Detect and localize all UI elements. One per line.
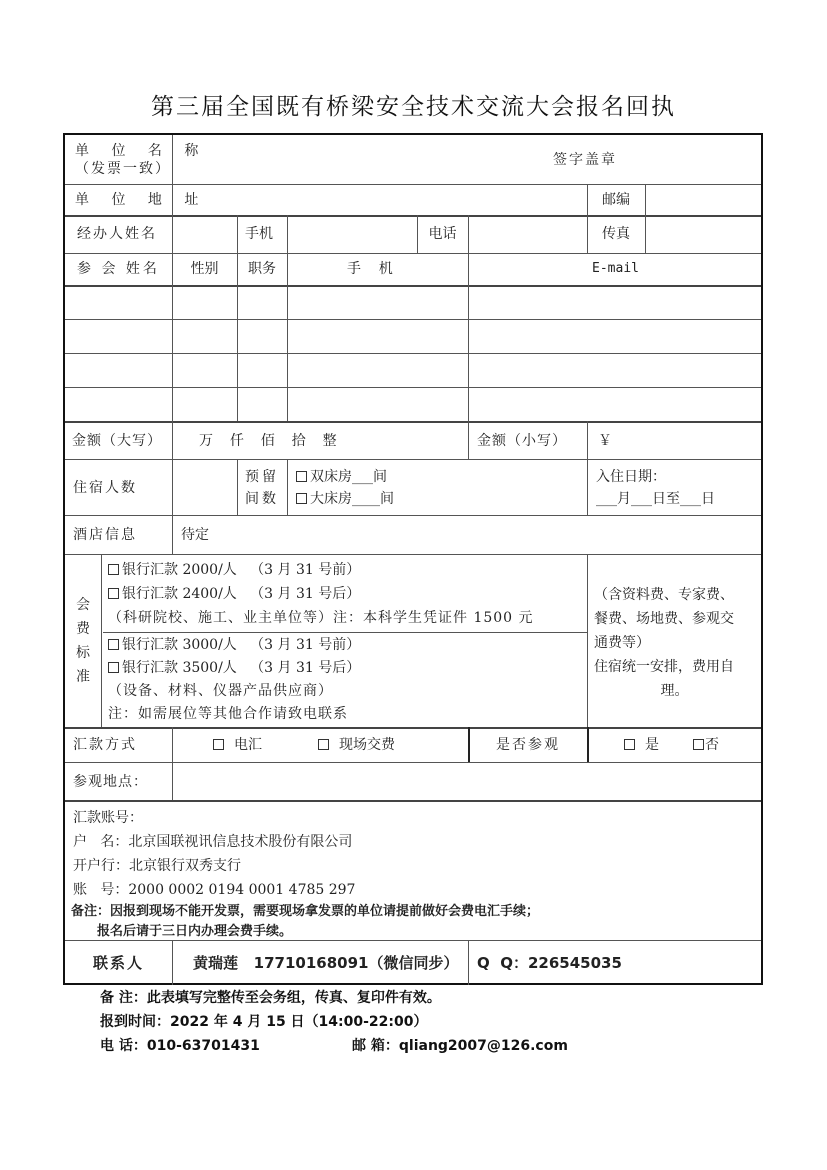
position-header: 职务 (248, 261, 276, 277)
contact-qq: Q Q：226545035 (477, 954, 622, 972)
participant-2-gender[interactable] (173, 320, 237, 353)
fee-note-line: 餐费、场地费、参观交 (594, 611, 734, 627)
room-type-options (288, 460, 587, 515)
amount-lower-field[interactable]: ￥ (598, 432, 612, 449)
page-title: 第三届全国既有桥梁安全技术交流大会报名回执 (151, 94, 676, 120)
handler-name-label: 经办人姓名 (77, 226, 157, 242)
fee-includes-note (588, 555, 763, 727)
reserved-rooms-label-line2: 间数 (245, 490, 279, 507)
address-field[interactable] (173, 184, 587, 215)
payment-remark-line1: 备注：因报到现场不能开发票，需要现场拿发票的单位请提前做好会费电汇手续； (71, 903, 540, 919)
visit-place-field[interactable] (173, 763, 763, 800)
payment-method-options (173, 728, 468, 762)
fee-group-suppliers (102, 633, 587, 727)
participant-4-mobile[interactable] (288, 388, 468, 421)
participant-2-name[interactable] (65, 320, 172, 353)
checkbox-icon[interactable] (108, 588, 119, 599)
checkbox-icon[interactable] (108, 662, 119, 673)
visit-place-label: 参观地点： (73, 773, 148, 790)
fee-note-line: 理。 (660, 683, 689, 699)
fee-label-char: 费 (76, 621, 90, 637)
address-label: 单 位 地 址 (75, 191, 208, 208)
participant-mobile-header: 手 机 (347, 261, 393, 277)
postcode-field[interactable] (646, 184, 763, 215)
fee-option-label: 银行汇款 2400/人 （3 月 31 号后） (122, 585, 361, 602)
contact-person-value: 黄瑞莲 17710168091（微信同步） (193, 954, 459, 972)
fee-option-2000[interactable] (108, 558, 360, 582)
participant-name-header: 参 会 姓名 (77, 261, 160, 277)
participant-1-mobile[interactable] (288, 286, 468, 319)
payment-remark (65, 903, 763, 940)
participant-3-position[interactable] (238, 354, 287, 387)
email-header: E-mail (592, 261, 639, 276)
account-title: 汇款账号： (73, 809, 143, 826)
amount-upper-field[interactable]: 万 仟 佰 拾 整 (199, 432, 337, 449)
checkbox-icon[interactable] (624, 739, 635, 750)
visit-yes-option[interactable] (624, 736, 659, 754)
participant-4-name[interactable] (65, 388, 172, 421)
participant-3-name[interactable] (65, 354, 172, 387)
participant-1-position[interactable] (238, 286, 287, 319)
unit-name-label-line1: 单 位 名 称 (75, 142, 208, 159)
lodging-count-field[interactable] (173, 460, 237, 515)
participant-1-gender[interactable] (173, 286, 237, 319)
footer-email: 邮 箱：qliang2007@126.com (352, 1038, 568, 1054)
payment-method-label: 汇款方式 (73, 737, 137, 753)
payment-onsite-label: 现场交费 (339, 737, 395, 753)
fee-label-char: 会 (76, 597, 90, 613)
payment-remark-line2: 报名后请于三日内办理会费手续。 (97, 923, 293, 939)
signature-stamp-label: 签字盖章 (553, 151, 617, 168)
participant-4-position[interactable] (238, 388, 287, 421)
participant-4-email[interactable] (469, 388, 763, 421)
participant-1-name[interactable] (65, 286, 172, 319)
fee-label-char: 准 (76, 669, 90, 685)
hotel-info-label: 酒店信息 (73, 527, 137, 543)
fee-group-institutions (102, 555, 587, 632)
participant-3-mobile[interactable] (288, 354, 468, 387)
mobile-field[interactable] (288, 215, 417, 253)
checkin-date-blanks: ___月___日至___日 (596, 490, 715, 507)
phone-label: 电话 (428, 226, 457, 242)
reserved-rooms-label-line1: 预留 (245, 468, 279, 485)
fee-cooperation-note: 注：如需展位等其他合作请致电联系 (108, 706, 348, 722)
visit-yes-label: 是 (645, 737, 659, 753)
amount-lower-label: 金额（小写） (477, 432, 567, 449)
participant-2-mobile[interactable] (288, 320, 468, 353)
phone-field[interactable] (469, 215, 587, 253)
amount-upper-label: 金额（大写） (72, 432, 162, 449)
checkin-date-field[interactable] (588, 460, 763, 515)
payment-wire-label: 电汇 (234, 737, 262, 753)
footer-note: 备 注：此表填写完整传至会务组，传真、复印件有效。 (100, 990, 441, 1006)
participant-1-email[interactable] (469, 286, 763, 319)
account-name: 户 名：北京国联视讯信息技术股份有限公司 (73, 833, 353, 850)
checkbox-icon[interactable] (296, 471, 307, 482)
checkbox-icon[interactable] (318, 739, 329, 750)
participant-3-email[interactable] (469, 354, 763, 387)
payment-onsite-option[interactable] (318, 736, 395, 754)
hotel-info-value: 待定 (181, 527, 209, 543)
contact-person-label: 联系人 (92, 954, 144, 972)
checkbox-icon[interactable] (108, 564, 119, 575)
fee-group-institutions-note: （科研院校、施工、业主单位等）注：本科学生凭证件 1500 元 (108, 609, 534, 626)
visit-question-label: 是否参观 (496, 737, 560, 753)
fee-option-label: 银行汇款 3500/人 （3 月 31 号后） (122, 660, 361, 676)
visit-no-option[interactable] (693, 736, 719, 754)
fee-note-line: 通费等） (594, 635, 650, 651)
fee-option-3500[interactable] (108, 657, 360, 680)
checkbox-icon[interactable] (296, 493, 307, 504)
fee-option-2400[interactable] (108, 582, 360, 606)
checkin-date-label: 入住日期： (596, 468, 666, 485)
footer-phone: 电 话：010-63701431 (100, 1038, 260, 1054)
unit-name-label-line2: （发票一致） (75, 160, 171, 177)
twin-room-option[interactable] (296, 466, 387, 488)
participant-4-gender[interactable] (173, 388, 237, 421)
postcode-label: 邮编 (602, 191, 630, 208)
lodging-count-label: 住宿人数 (73, 479, 137, 496)
participant-2-email[interactable] (469, 320, 763, 353)
payment-wire-option[interactable] (213, 736, 262, 754)
fax-label: 传真 (602, 226, 630, 242)
fee-standard-label (65, 555, 101, 727)
fee-option-label: 银行汇款 3000/人 （3 月 31 号前） (122, 637, 361, 653)
bank-account-info (65, 801, 763, 906)
checkbox-icon[interactable] (693, 739, 704, 750)
king-room-label: 大床房____间 (310, 490, 394, 507)
handler-name-field[interactable] (173, 215, 237, 253)
king-room-option[interactable] (296, 488, 394, 510)
visit-no-label: 否 (705, 737, 719, 753)
reserved-rooms-label (237, 460, 287, 515)
fee-label-char: 标 (76, 645, 90, 661)
mobile-label: 手机 (245, 226, 273, 242)
fax-field[interactable] (646, 215, 763, 253)
participant-2-position[interactable] (238, 320, 287, 353)
checkbox-icon[interactable] (213, 739, 224, 750)
fee-note-line: 住宿统一安排，费用自 (594, 659, 734, 675)
checkbox-icon[interactable] (108, 639, 119, 650)
fee-option-3000[interactable] (108, 634, 360, 657)
visit-options (588, 728, 763, 762)
footer-checkin-time: 报到时间：2022 年 4 月 15 日（14:00-22:00） (100, 1014, 428, 1030)
participant-3-gender[interactable] (173, 354, 237, 387)
gender-header: 性别 (190, 261, 219, 277)
twin-room-label: 双床房___间 (310, 468, 387, 485)
fee-option-label: 银行汇款 2000/人 （3 月 31 号前） (122, 561, 361, 578)
registration-form-table (63, 133, 763, 985)
fee-group-suppliers-note: （设备、材料、仪器产品供应商） (108, 683, 333, 699)
account-bank: 开户行：北京银行双秀支行 (73, 857, 241, 874)
account-number: 账 号：2000 0002 0194 0001 4785 297 (73, 881, 356, 898)
unit-name-label (65, 135, 208, 184)
fee-note-line: （含资料费、专家费、 (594, 587, 734, 603)
unit-name-field[interactable] (173, 135, 763, 184)
